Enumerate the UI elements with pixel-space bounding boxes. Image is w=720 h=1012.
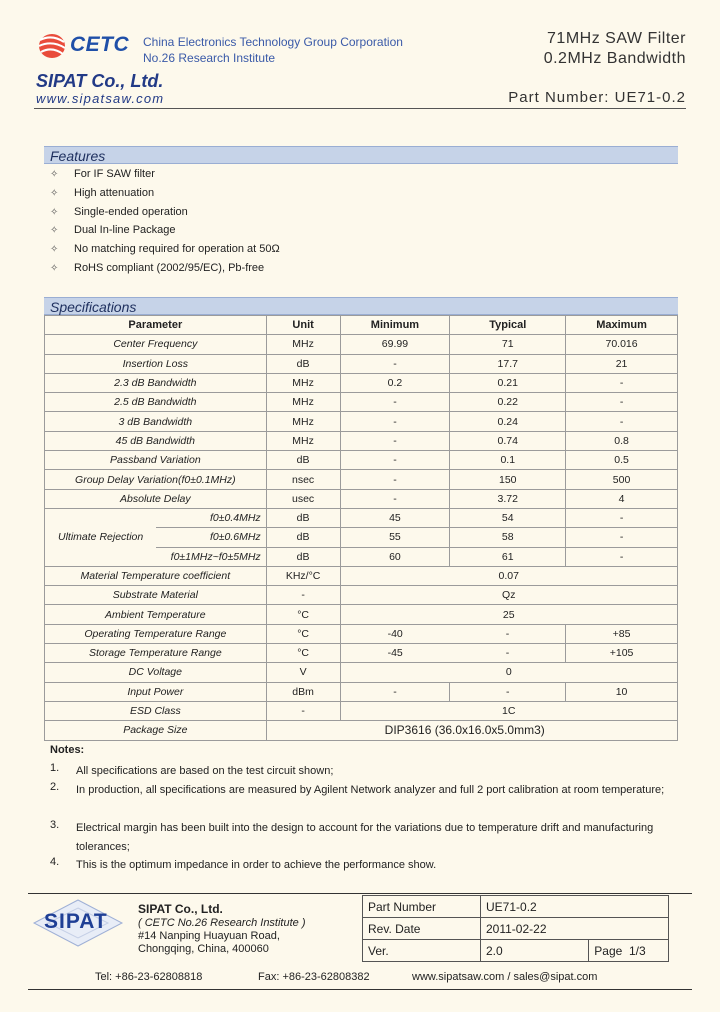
feature-item: ✧ Dual In-line Package <box>50 224 176 236</box>
note-item: 1. All specifications are based on the test circuit shown; <box>50 762 334 777</box>
table-row: 2.3 dB Bandwidth MHz 0.2 0.21 - <box>45 373 678 392</box>
table-row: Absolute Delay usec - 3.72 4 <box>45 489 678 508</box>
cetc-logo-text: CETC <box>70 33 130 56</box>
table-row: Operating Temperature Range °C -40 - +85 <box>45 624 678 643</box>
note-item: 3. Electrical margin has been built into the design to account for the variations due to temperature drift and manufacturing tolerances; <box>50 819 654 853</box>
website-link[interactable]: www.sipatsaw.com <box>36 91 165 106</box>
footer-address-line1: ( CETC No.26 Research Institute ) <box>138 917 306 929</box>
feature-item: ✧ For IF SAW filter <box>50 168 155 180</box>
table-row: DC Voltage V 0 <box>45 663 678 682</box>
note-item: 2. In production, all specifications are measured by Agilent Network analyzer and full 2 port calibration at room temperature; <box>50 781 665 796</box>
col-maximum: Maximum <box>566 316 678 335</box>
table-row: Insertion Loss dB - 17.7 21 <box>45 354 678 373</box>
diamond-bullet-icon: ✧ <box>50 225 59 236</box>
features-heading: Features <box>44 146 678 164</box>
version-label: Ver. <box>363 940 481 962</box>
diamond-bullet-icon: ✧ <box>50 169 59 180</box>
table-row: 2.5 dB Bandwidth MHz - 0.22 - <box>45 393 678 412</box>
org-name-line1: China Electronics Technology Group Corporation <box>143 35 403 49</box>
feature-item: ✧ No matching required for operation at 50Ω <box>50 243 280 255</box>
feature-item: ✧ RoHS compliant (2002/95/EC), Pb-free <box>50 262 265 274</box>
table-row: 45 dB Bandwidth MHz - 0.74 0.8 <box>45 431 678 450</box>
col-unit: Unit <box>266 316 340 335</box>
footer-bottom-divider <box>28 989 692 990</box>
diamond-bullet-icon: ✧ <box>50 188 59 199</box>
footer-web-email[interactable]: www.sipatsaw.com / sales@sipat.com <box>412 971 598 983</box>
footer-fax: Fax: +86-23-62808382 <box>258 971 370 983</box>
col-parameter: Parameter <box>45 316 267 335</box>
table-row: Passband Variation dB - 0.1 0.5 <box>45 451 678 470</box>
table-row: f0±0.6MHz dB 55 58 - <box>45 528 678 547</box>
document-info-table <box>362 895 669 962</box>
notes-heading: Notes: <box>50 744 85 756</box>
table-row: Material Temperature coefficient KHz/°C 0.07 <box>45 566 678 585</box>
footer-address-line2: #14 Nanping Huayuan Road, <box>138 930 280 942</box>
footer-tel: Tel: +86-23-62808818 <box>95 971 203 983</box>
table-row: Center Frequency MHz 69.99 71 70.016 <box>45 335 678 354</box>
table-row: Substrate Material - Qz <box>45 586 678 605</box>
col-minimum: Minimum <box>340 316 450 335</box>
page-indicator: Page 1/3 <box>589 940 669 962</box>
table-row: ESD Class - 1C <box>45 701 678 720</box>
company-name: SIPAT Co., Ltd. <box>36 71 164 91</box>
diamond-bullet-icon: ✧ <box>50 244 59 255</box>
col-typical: Typical <box>450 316 566 335</box>
rev-date-value: 2011-02-22 <box>481 918 669 940</box>
sipat-logo-text: SIPAT <box>44 910 108 933</box>
specifications-table <box>44 315 678 741</box>
feature-item: ✧ Single-ended operation <box>50 206 188 218</box>
table-row: 3 dB Bandwidth MHz - 0.24 - <box>45 412 678 431</box>
table-row: Ambient Temperature °C 25 <box>45 605 678 624</box>
ultimate-rejection-label: Ultimate Rejection <box>45 508 157 566</box>
org-name-line2: No.26 Research Institute <box>143 51 276 65</box>
feature-item: ✧ High attenuation <box>50 187 155 199</box>
part-number: Part Number: UE71-0.2 <box>508 89 686 106</box>
product-title: 71MHz SAW Filter <box>547 30 686 47</box>
table-row: f0±1MHz~f0±5MHz dB 60 61 - <box>45 547 678 566</box>
table-row: Storage Temperature Range °C -45 - +105 <box>45 644 678 663</box>
table-header-row <box>45 316 678 335</box>
header-divider <box>34 108 686 109</box>
table-row: Package Size DIP3616 (36.0x16.0x5.0mm3) <box>45 721 678 740</box>
table-row: Group Delay Variation(f0±0.1MHz) nsec - 150 500 <box>45 470 678 489</box>
table-row: Ultimate Rejection f0±0.4MHz dB 45 54 - <box>45 508 678 527</box>
footer-address-line3: Chongqing, China, 400060 <box>138 943 269 955</box>
diamond-bullet-icon: ✧ <box>50 207 59 218</box>
part-number-value: UE71-0.2 <box>481 896 669 918</box>
product-bandwidth: 0.2MHz Bandwidth <box>543 50 686 67</box>
rev-date-label: Rev. Date <box>363 918 481 940</box>
note-item: 4. This is the optimum impedance in order to achieve the performance show. <box>50 856 437 871</box>
footer-company: SIPAT Co., Ltd. <box>138 902 223 916</box>
table-row: Input Power dBm - - 10 <box>45 682 678 701</box>
version-value: 2.0 <box>481 940 589 962</box>
diamond-bullet-icon: ✧ <box>50 263 59 274</box>
specifications-heading: Specifications <box>44 297 678 315</box>
footer-divider <box>28 893 692 894</box>
part-number-label: Part Number <box>363 896 481 918</box>
